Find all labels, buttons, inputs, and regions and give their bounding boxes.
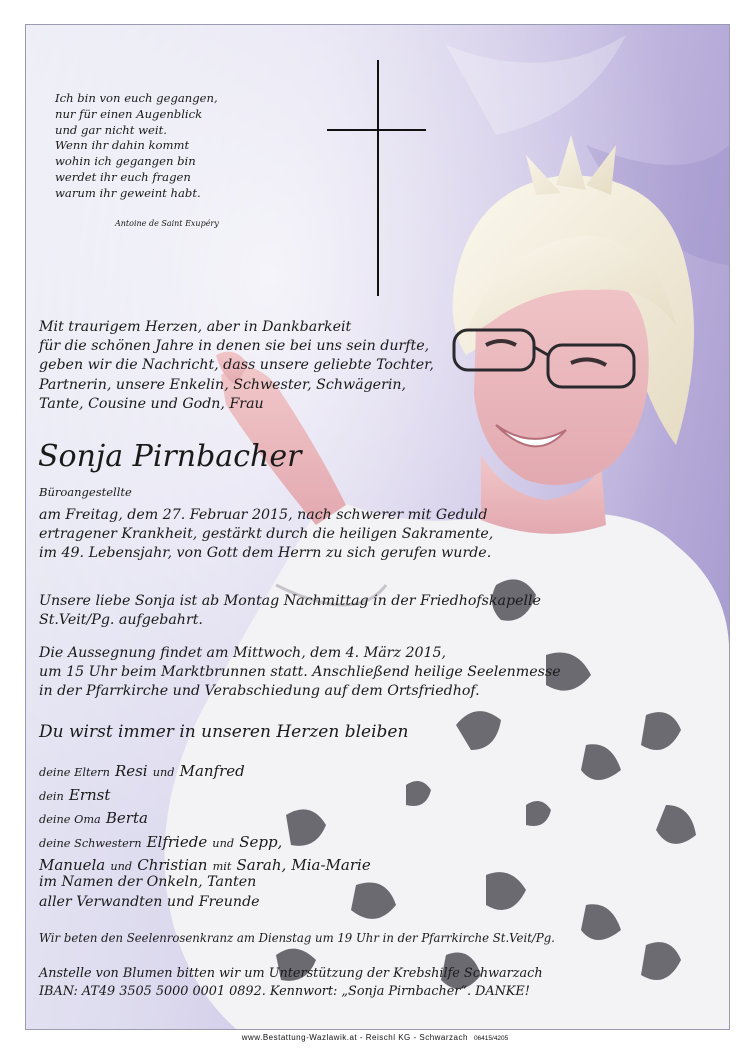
rosary-notice: Wir beten den Seelenrosenkranz am Dienstag um 19 Uhr in der Pfarrkirche St.Veit/Pg. xyxy=(39,931,555,945)
family-name: Elfriede xyxy=(146,832,208,851)
notice-line: im 49. Lebensjahr, von Gott dem Herrn zu sich gerufen wurde. xyxy=(39,545,492,562)
death-notice xyxy=(39,506,493,564)
family-name: Christian xyxy=(137,856,208,874)
cross-icon-bar xyxy=(327,129,426,131)
family-name: Manfred xyxy=(179,762,245,780)
poem-author: Antoine de Saint Exupéry xyxy=(115,219,219,228)
family-line-siblings xyxy=(39,831,371,855)
family-name: Manuela xyxy=(39,856,106,874)
family-name: Resi xyxy=(114,762,148,780)
family-connector: und xyxy=(152,766,175,779)
laying-out-notice xyxy=(39,592,541,630)
poem-line: warum ihr geweint habt. xyxy=(55,185,201,200)
family-connector: mit xyxy=(212,860,232,873)
notice-line: in der Pfarrkirche und Verabschiedung auf dem Ortsfriedhof. xyxy=(39,683,480,700)
notice-line: Unsere liebe Sonja ist ab Montag Nachmittag in der Friedhofskapelle xyxy=(39,593,541,609)
deceased-name: Sonja Pirnbacher xyxy=(38,439,302,474)
family-name: Berta xyxy=(105,809,148,827)
poem-line: und gar nicht weit. xyxy=(55,122,167,137)
footer xyxy=(0,1033,750,1042)
funeral-notice xyxy=(39,644,561,702)
family-line-parents xyxy=(39,760,371,784)
family-name: Sepp, xyxy=(239,832,283,851)
family-label: deine Eltern xyxy=(39,766,110,779)
family-label: deine Schwestern xyxy=(39,836,142,850)
intro-line: geben wir die Nachricht, dass unsere geliebte Tochter, xyxy=(39,357,434,374)
notice-line: ertragener Krankheit, gestärkt durch die heiligen Sakramente, xyxy=(39,526,494,543)
obituary-card xyxy=(25,24,730,1030)
footer-phone: 06415/4205 xyxy=(473,1035,509,1042)
notice-line: Die Aussegnung findet am Mittwoch, dem 4. März 2015, xyxy=(39,645,447,661)
notice-line: um 15 Uhr beim Marktbrunnen statt. Anschließend heilige Seelenmesse xyxy=(39,664,561,681)
family-label: dein xyxy=(39,789,64,803)
family-list xyxy=(39,760,371,878)
intro-line: Partnerin, unsere Enkelin, Schwester, Schwägerin, xyxy=(39,376,407,393)
family-line-grandma xyxy=(39,807,371,831)
donation-line: Anstelle von Blumen bitten wir um Unterstützung der Krebshilfe Schwarzach xyxy=(39,966,543,981)
donation-notice xyxy=(39,965,543,1001)
family-label: deine Oma xyxy=(39,813,101,826)
donation-line: IBAN: AT49 3505 5000 0001 0892. Kennwort: „Sonja Pirnbacher“. DANKE! xyxy=(39,984,530,999)
family-connector: und xyxy=(110,860,133,873)
poem-line: wohin ich gegangen bin xyxy=(55,154,196,169)
intro-text xyxy=(39,318,434,414)
poem xyxy=(55,91,218,202)
poem-line: werdet ihr euch fragen xyxy=(55,169,191,184)
intro-line: Tante, Cousine und Godn, Frau xyxy=(39,395,264,412)
notice-line: am Freitag, dem 27. Februar 2015, nach schwerer mit Geduld xyxy=(39,507,488,523)
motto: Du wirst immer in unseren Herzen bleiben xyxy=(39,722,409,742)
family-name: Mia-Marie xyxy=(291,856,371,874)
family-name: Sarah, xyxy=(236,856,287,874)
cross-icon xyxy=(377,60,379,296)
footer-text: www.Bestattung-Wazlawik.at - Reischl KG - Schwarzach xyxy=(241,1033,468,1042)
family-connector: und xyxy=(212,836,235,850)
relatives-text xyxy=(39,873,260,912)
poem-line: Wenn ihr dahin kommt xyxy=(55,138,190,153)
deceased-occupation: Büroangestellte xyxy=(39,485,132,499)
notice-line: St.Veit/Pg. aufgebahrt. xyxy=(39,612,203,629)
relatives-line: aller Verwandten und Freunde xyxy=(39,893,260,910)
poem-line: Ich bin von euch gegangen, xyxy=(55,91,218,105)
family-name: Ernst xyxy=(68,785,111,804)
intro-line: Mit traurigem Herzen, aber in Dankbarkeit xyxy=(39,319,352,335)
family-line-partner xyxy=(39,784,371,808)
intro-line: für die schönen Jahre in denen sie bei uns sein durfte, xyxy=(39,338,430,355)
poem-line: nur für einen Augenblick xyxy=(55,106,203,121)
relatives-line: im Namen der Onkeln, Tanten xyxy=(39,874,257,890)
